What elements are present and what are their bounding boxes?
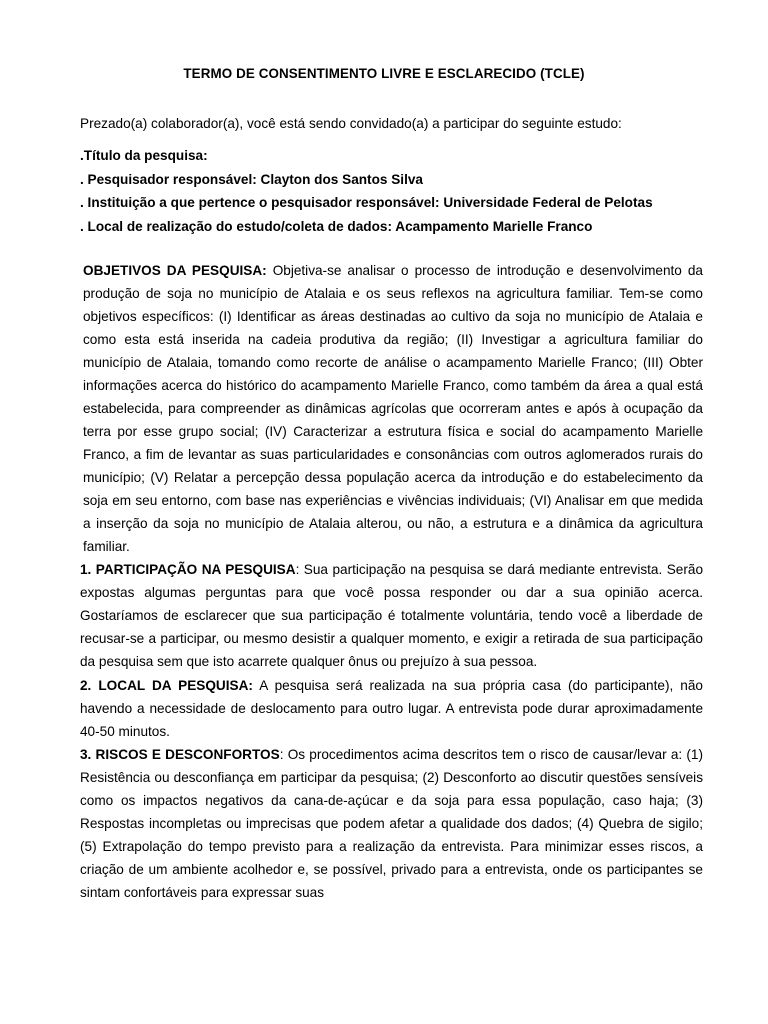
study-title-line: .Título da pesquisa:	[80, 148, 208, 163]
researcher-line: . Pesquisador responsável: Clayton dos Santos Silva	[80, 171, 423, 187]
section-risks-text: : Os procedimentos acima descritos tem o risco de causar/levar a: (1) Resistência ou desconfiança em participar da pesquisa; (2) Desconforto ao discutir questões sensíveis como os impactos negativos da cana-de-açúcar e da soja para essa população, caso haja; (3) Respostas incompletas ou imprecisas que podem afetar a qualidade dos dados; (4) Quebra de sigilo; (5) Extrapolação do tempo previsto para a realização da entrevista. Para minimizar esses riscos, a criação de um ambiente acolhedor e, se possível, privado para a entrevista, onde os participantes se sintam confortáveis para expressar suas	[80, 747, 703, 900]
section-participation-label: 1. PARTICIPAÇÃO NA PESQUISA	[80, 562, 296, 577]
section-risks-label: 3. RISCOS E DESCONFORTOS	[80, 747, 280, 762]
section-risks	[80, 743, 703, 904]
institution-line: . Instituição a que pertence o pesquisador responsável: Universidade Federal de Pelotas	[80, 195, 653, 210]
objectives-label: OBJETIVOS DA PESQUISA:	[83, 263, 267, 278]
section-location-text: A pesquisa será realizada na sua própria casa (do participante), não havendo a necessidade de deslocamento para outro lugar. A entrevista pode durar aproximadamente 40-50 minutos.	[80, 678, 703, 739]
section-location	[80, 674, 703, 743]
document-title: TERMO DE CONSENTIMENTO LIVRE E ESCLARECIDO (TCLE)	[183, 66, 585, 81]
objectives-paragraph	[83, 259, 703, 558]
study-info	[80, 146, 700, 240]
section-participation	[80, 558, 703, 673]
section-participation-text: : Sua participação na pesquisa se dará mediante entrevista. Serão expostas algumas perguntas para que você possa responder ou dar a sua opinião acerca. Gostaríamos de esclarecer que sua participação é totalmente voluntária, tendo você a liberdade de recusar-se a participar, ou mesmo desistir a qualquer momento, e exigir a retirada de sua participação da pesquisa sem que isto acarrete qualquer ônus ou prejuízo à sua pessoa.	[80, 562, 703, 669]
objectives-text: Objetiva-se analisar o processo de introdução e desenvolvimento da produção de soja no município de Atalaia e os seus reflexos na agricultura familiar. Tem-se como objetivos específicos: (I) Identificar as áreas destinadas ao cultivo da soja no município de Atalaia e como esta está inserida na cadeia produtiva da região; (II) Investigar a agricultura familiar do município de Atalaia, tomando como recorte de análise o acampamento Marielle Franco; (III) Obter informações acerca do histórico do acampamento Marielle Franco, como também da área a qual está estabelecida, para compreender as dinâmicas agrícolas que ocorreram antes e após à ocupação da terra por esse grupo social; (IV) Caracterizar a estrutura física e social do acampamento Marielle Franco, a fim de levantar as suas particularidades e consonâncias com outros aglomerados rurais do município; (V) Relatar a percepção dessa população acerca da introdução e do estabelecimento da soja em seu entorno, com base nas experiências e vivências individuais; (VI) Analisar em que medida a inserção da soja no município de Atalaia alterou, ou não, a estrutura e a dinâmica da agricultura familiar.	[83, 263, 703, 554]
intro-text: Prezado(a) colaborador(a), você está sendo convidado(a) a participar do seguinte estudo:	[80, 116, 622, 131]
location-line: . Local de realização do estudo/coleta de dados: Acampamento Marielle Franco	[80, 218, 593, 234]
section-location-label: 2. LOCAL DA PESQUISA:	[80, 678, 253, 693]
